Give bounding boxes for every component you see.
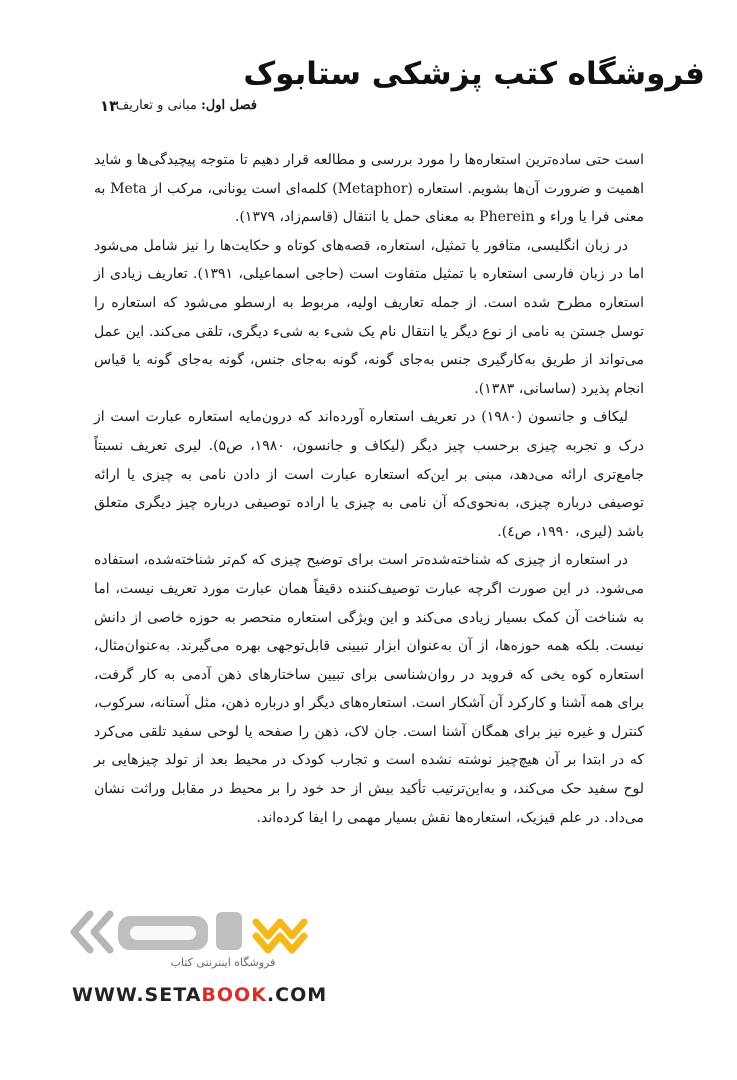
setabook-watermark <box>60 906 320 976</box>
url-end: .COM <box>266 984 328 1006</box>
paragraph-3: لیکاف و جانسون (۱۹۸۰) در تعریف استعاره آورده‌اند که درون‌مایه استعاره عبارت است از درک و تجربه چیزی برحسب چیز دیگر (لیکاف و جانسون، ۱۹۸۰، ص۵). لیری تعریف نسبتاً جامع‌تری ارائه می‌دهد، مبنی بر این‌که استعاره عبارت است از دادن نامی به چیزی یا ارائه توصیفی درباره چیزی، به‌نحوی‌که آن نامی به چیزی یا اراده توصیفی درباره چیز دیگری متعلق باشد (لیری، ۱۹۹۰، ص٤). <box>94 409 644 540</box>
setabook-logo-icon <box>60 906 320 958</box>
chapter-label: فصل اول: <box>201 98 257 113</box>
url-start: WWW.SETA <box>72 984 202 1006</box>
paragraph-1: است حتی ساده‌ترین استعاره‌ها را مورد بررسی و مطالعه قرار دهیم تا متوجه پیچیدگی‌ها و شاید اهمیت و ضرورت آن‌ها بشویم. استعاره (Metaphor) کلمه‌ای است یونانی، مرکب از Meta به معنی فرا یا وراء و Pherein به معنای حمل یا انتقال (قاسم‌زاد، ۱۳۷۹). <box>94 152 644 226</box>
paragraph-4: در استعاره از چیزی که شناخته‌شده‌تر است برای توضیح چیزی که کم‌تر شناخته‌شده، استفاده می‌شود. در این صورت اگرچه عبارت توصیف‌کننده دقیقاً همان عبارت مورد تعریف نیست، اما به شناخت آن کمک بسیار زیادی می‌کند و این ویژگی استعاره منحصر به حوزه خاصی از دانش نیست. بلکه همه حوزه‌ها، از آن به‌عنوان ابزار تبیینی قابل‌توجهی بهره می‌گیرند. به‌عنوان‌مثال، استعاره کوه یخی که فروید در روان‌شناسی برای تبیین ساختارهای ذهن آدمی به کار گرفت، برای همه آشنا و کارکرد آن آشکار است. استعاره‌های دیگر او درباره ذهن، مثل آستانه، سرکوب، کنترل و غیره نیز برای همگان آشنا است. جان لاک، ذهن را صفحه یا لوحی سفید تلقی می‌کرد که در ابتدا بر آن هیچ‌چیز نوشته نشده است و تجارب کودک در محیط بعد از تولد چیزهایی بر لوح سفید حک می‌کند، و به‌این‌ترتیب تأکید بیش از حد خود را بر محیط در مقابل وراثت نشان می‌داد. در علم فیزیک، استعاره‌ها نقش بسیار مهمی را ایفا کرده‌اند. <box>94 552 644 826</box>
chapter-title: مبانی و تعاریف <box>115 98 197 113</box>
paragraph-2: در زبان انگلیسی، متافور یا تمثیل، استعاره، قصه‌های کوتاه و حکایت‌ها را نیز شامل می‌شود اما در زبان فارسی استعاره با تمثیل متفاوت است (حاجی اسماعیلی، ۱۳۹۱). تعاریف زیادی از استعاره مطرح شده است. از جمله تعاریف اولیه، مربوط به ارسطو می‌شود که استعاره را توسل جستن به نامی از نوع دیگر یا انتقال نام یک شیء به شیء دیگری، تلقی می‌کند. این عمل می‌تواند از طریق به‌کارگیری جنس به‌جای گونه، گونه به‌جای جنس، گونه به‌جای گونه یا قیاس انجام پذیرد (ساسانی، ۱۳۸۳). <box>94 237 644 397</box>
page-number: ۱۳ <box>100 97 119 115</box>
body-text <box>94 146 644 832</box>
site-url <box>72 984 327 1006</box>
url-accent: BOOK <box>201 984 267 1006</box>
watermark-tagline: فروشگاه اینترنتی کتاب <box>170 956 276 969</box>
store-title: فروشگاه کتب پزشکی ستابوک <box>243 56 705 92</box>
